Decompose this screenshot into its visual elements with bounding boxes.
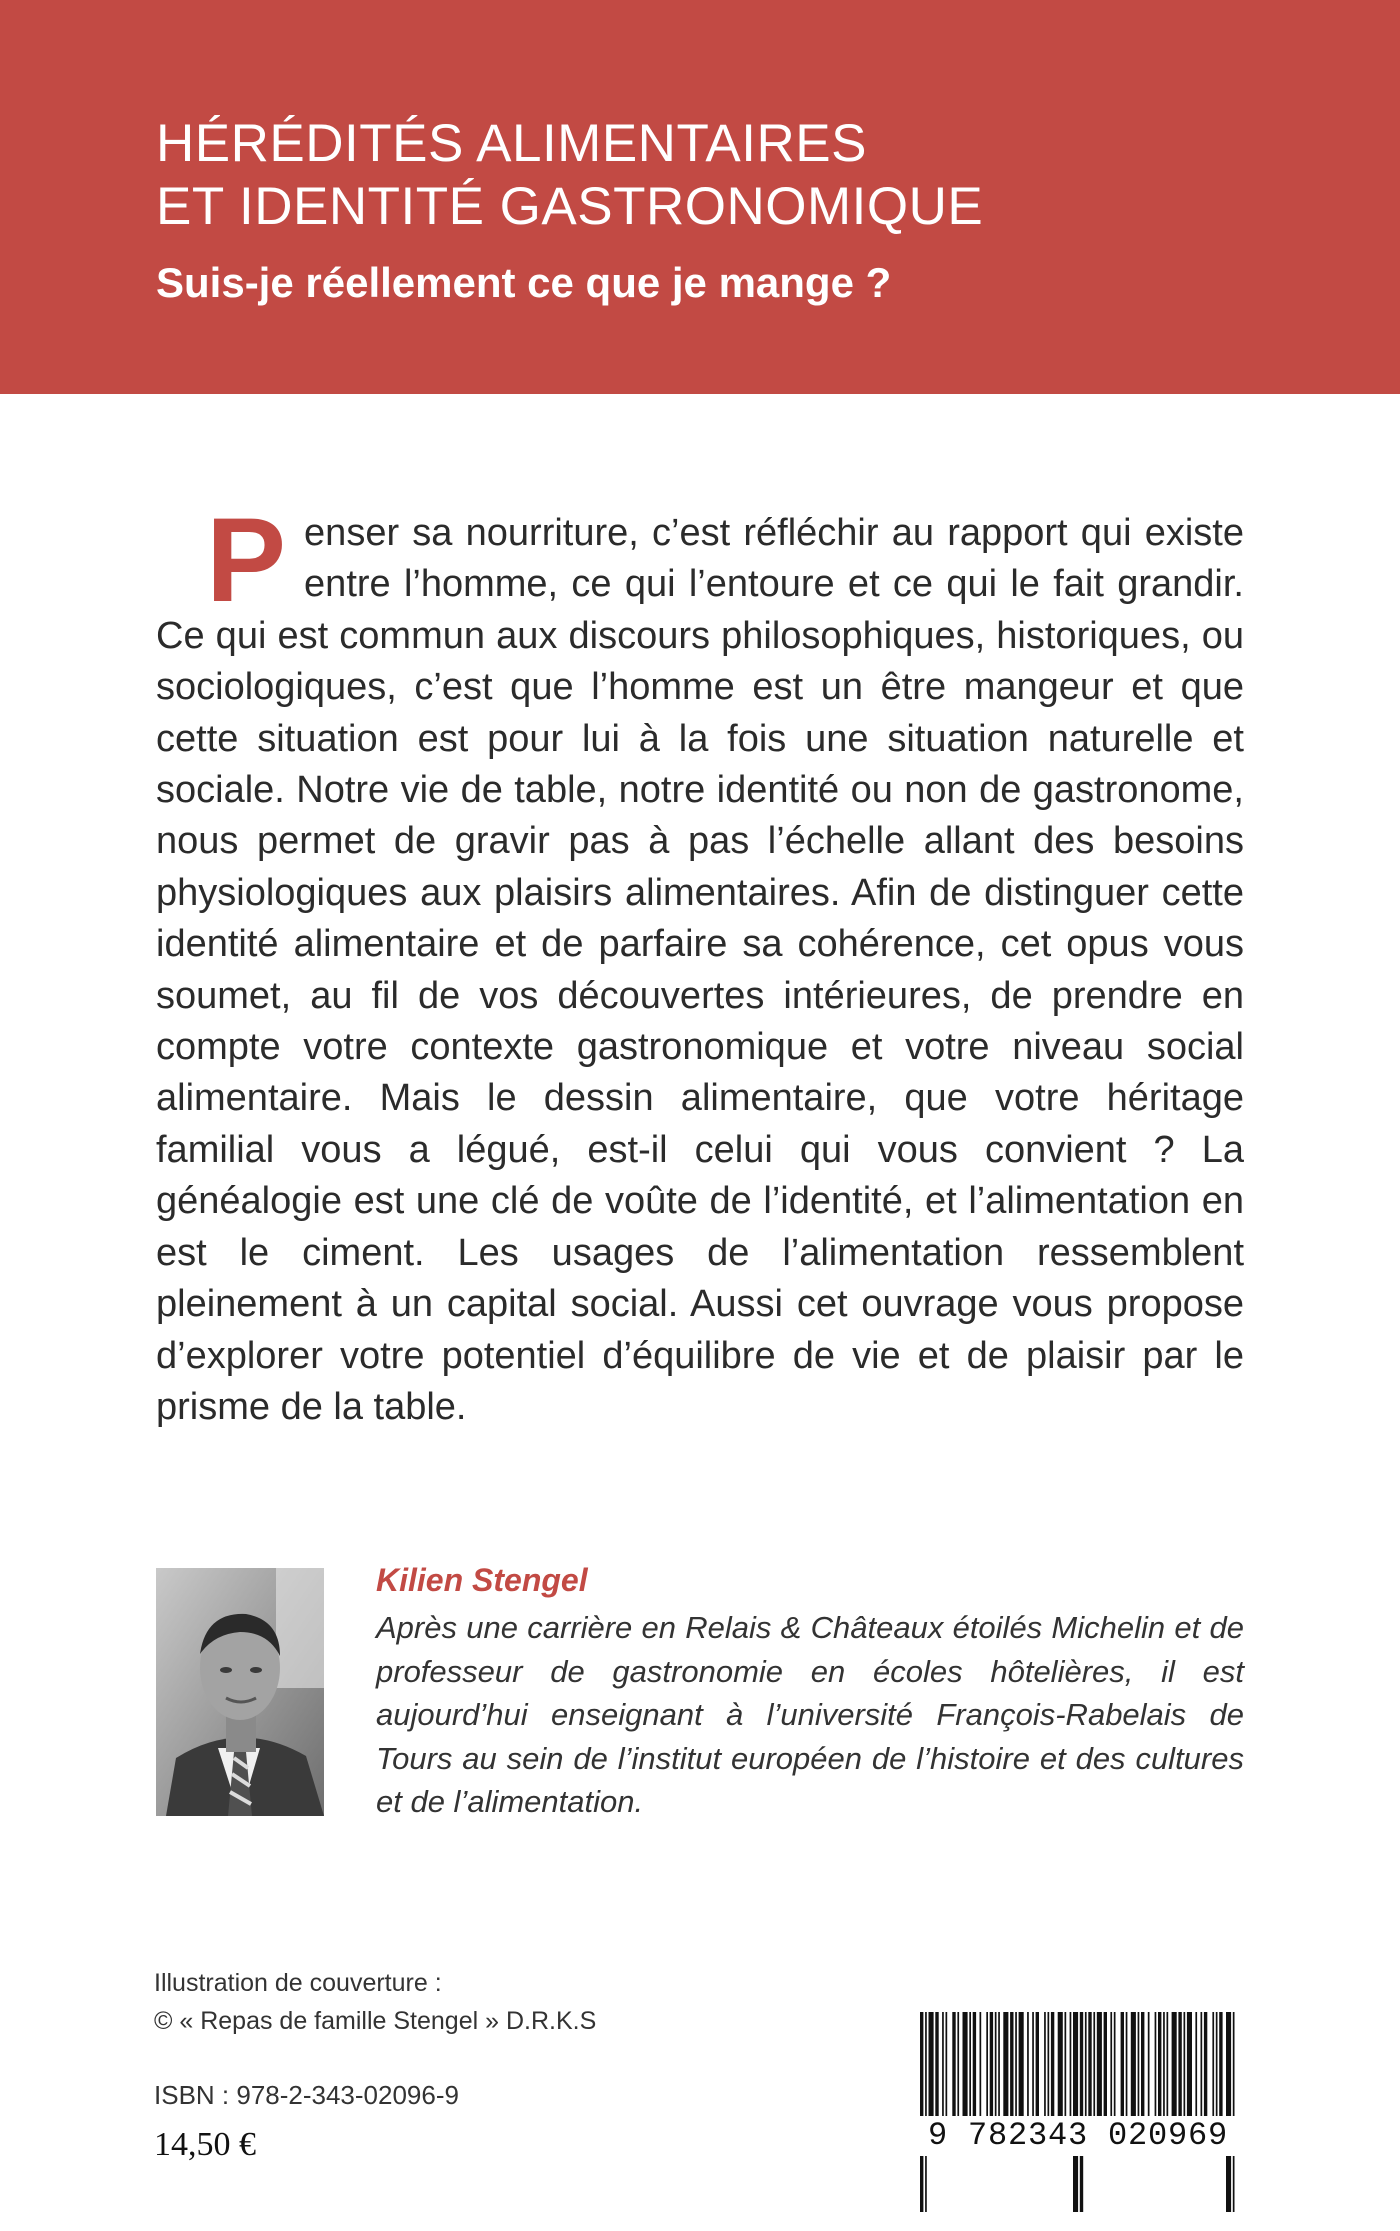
barcode-bar bbox=[942, 2012, 944, 2116]
author-portrait-image bbox=[156, 1568, 324, 1816]
barcode-bar bbox=[1019, 2012, 1024, 2116]
drop-cap: P bbox=[206, 493, 287, 627]
barcode-bar bbox=[1015, 2012, 1017, 2116]
barcode-bar bbox=[1216, 2012, 1218, 2116]
book-title-line-2: ET IDENTITÉ GASTRONOMIQUE bbox=[156, 177, 984, 236]
barcode-bar bbox=[1172, 2012, 1177, 2116]
barcode-bar bbox=[980, 2012, 982, 2116]
barcode-bar bbox=[1163, 2012, 1165, 2116]
barcode-bar bbox=[1233, 2012, 1235, 2212]
barcode-bar bbox=[957, 2012, 959, 2116]
credit-source: © « Repas de famille Stengel » D.R.K.S bbox=[154, 2007, 597, 2035]
barcode-bar bbox=[973, 2012, 976, 2116]
barcode-bar bbox=[1204, 2012, 1207, 2116]
author-bio: Après une carrière en Relais & Châteaux étoilés Michelin et de professeur de gastronomie en écoles hôtelières, il est aujourd’hui enseignant à l’université François-Rabelais de Tours au sein de l’institut européen de l’histoire et des cultures et de l’alimentation. bbox=[376, 1610, 1244, 1819]
barcode-bar bbox=[1187, 2012, 1192, 2116]
barcode-bar bbox=[1032, 2012, 1034, 2116]
barcode-bar bbox=[1121, 2012, 1124, 2116]
barcode-bar bbox=[1027, 2012, 1029, 2116]
barcode-bar bbox=[1138, 2012, 1140, 2116]
barcode-bar bbox=[1126, 2012, 1128, 2116]
barcode-bar bbox=[1131, 2012, 1136, 2116]
barcode-bar bbox=[1051, 2012, 1054, 2116]
barcode-bar bbox=[1070, 2012, 1072, 2116]
book-title bbox=[156, 112, 983, 238]
barcode-bar bbox=[1212, 2012, 1214, 2116]
barcode-bar bbox=[1097, 2012, 1102, 2116]
price: 14,50 € bbox=[154, 2126, 256, 2163]
barcode-bar bbox=[990, 2012, 993, 2116]
barcode-bar bbox=[1085, 2012, 1087, 2116]
barcode-bar bbox=[1010, 2012, 1013, 2116]
barcode-bar bbox=[1058, 2012, 1063, 2116]
barcode-bar bbox=[946, 2012, 948, 2116]
barcode-bar bbox=[1148, 2012, 1150, 2116]
barcode-bar bbox=[1104, 2012, 1107, 2116]
barcode-bar bbox=[998, 2012, 1000, 2116]
barcode-bar bbox=[1044, 2012, 1046, 2116]
summary-paragraph bbox=[156, 493, 1244, 1433]
barcode-bar bbox=[920, 2012, 923, 2212]
barcode-bar bbox=[986, 2012, 988, 2116]
barcode-bar bbox=[969, 2012, 971, 2116]
barcode-bar bbox=[1226, 2012, 1231, 2212]
credit-label: Illustration de couverture : bbox=[154, 1969, 442, 1997]
barcode-bar bbox=[1167, 2012, 1169, 2116]
barcode-bar bbox=[1195, 2012, 1197, 2116]
barcode-bar bbox=[1036, 2012, 1039, 2116]
summary-text: enser sa nourriture, c’est réfléchir au rapport qui existe entre l’homme, ce qui l’entoure et ce qui le fait grandir. Ce qui est commun aux discours philosophiques, historiques, ou sociologiques, c’est que l’homme est un être mangeur et que cette situation est pour lui à la fois une situation naturelle et sociale. Notre vie de table, notre identité ou non de gastronome, nous permet de gravir pas à pas l’échelle allant des besoins physiologiques aux plaisirs alimentaires. Afin de distinguer cette identité alimentaire et de parfaire sa cohérence, cet opus vous soumet, au fil de vos découvertes intérieures, de prendre en compte votre contexte gastronomique et votre niveau social alimentaire. Mais le dessin alimentaire, que votre héritage familial vous a légué, est-il celui qui vous convient ? La généalogie est une clé de voûte de l’identité, et l’alimentation en est le ciment. Les usages de l’alimentation ressemblent pleinement à un capital social. Aussi cet ouvrage vous propose d’explorer votre potentiel d’équilibre de vie et de plaisir par le prisme de la table. bbox=[156, 512, 1244, 1428]
barcode-bar bbox=[952, 2012, 955, 2116]
barcode-bar bbox=[1088, 2012, 1091, 2116]
barcode-bar bbox=[1114, 2012, 1116, 2116]
barcode-bar bbox=[1073, 2012, 1078, 2212]
book-title-line-1: HÉRÉDITÉS ALIMENTAIRES bbox=[156, 114, 867, 173]
barcode-bar bbox=[1141, 2012, 1144, 2116]
barcode-bar bbox=[1110, 2012, 1112, 2116]
barcode-digits: 9 782343 020969 bbox=[910, 2116, 1246, 2156]
barcode-bar bbox=[1003, 2012, 1008, 2116]
author-name: Kilien Stengel bbox=[376, 1562, 588, 1598]
barcode-bar bbox=[995, 2012, 997, 2116]
book-subtitle: Suis-je réellement ce que je mange ? bbox=[156, 259, 892, 306]
isbn: ISBN : 978-2-343-02096-9 bbox=[154, 2080, 459, 2110]
barcode-bar bbox=[1155, 2012, 1157, 2116]
barcode-bar bbox=[963, 2012, 968, 2116]
barcode-bar bbox=[1065, 2012, 1067, 2116]
barcode-bar bbox=[1219, 2012, 1222, 2116]
barcode-bar bbox=[925, 2012, 927, 2212]
barcode-bar bbox=[935, 2012, 938, 2116]
barcode-bar bbox=[929, 2012, 934, 2116]
barcode-bar bbox=[1093, 2012, 1095, 2116]
barcode-bar bbox=[1201, 2012, 1203, 2116]
barcode-bar bbox=[1048, 2012, 1050, 2116]
barcode-bar bbox=[1184, 2012, 1186, 2116]
barcode-bar bbox=[1080, 2012, 1083, 2212]
author-photo bbox=[156, 1568, 324, 1816]
barcode-bar bbox=[1158, 2012, 1161, 2116]
barcode-bar bbox=[1178, 2012, 1181, 2116]
illustration-credit bbox=[154, 1964, 596, 2040]
